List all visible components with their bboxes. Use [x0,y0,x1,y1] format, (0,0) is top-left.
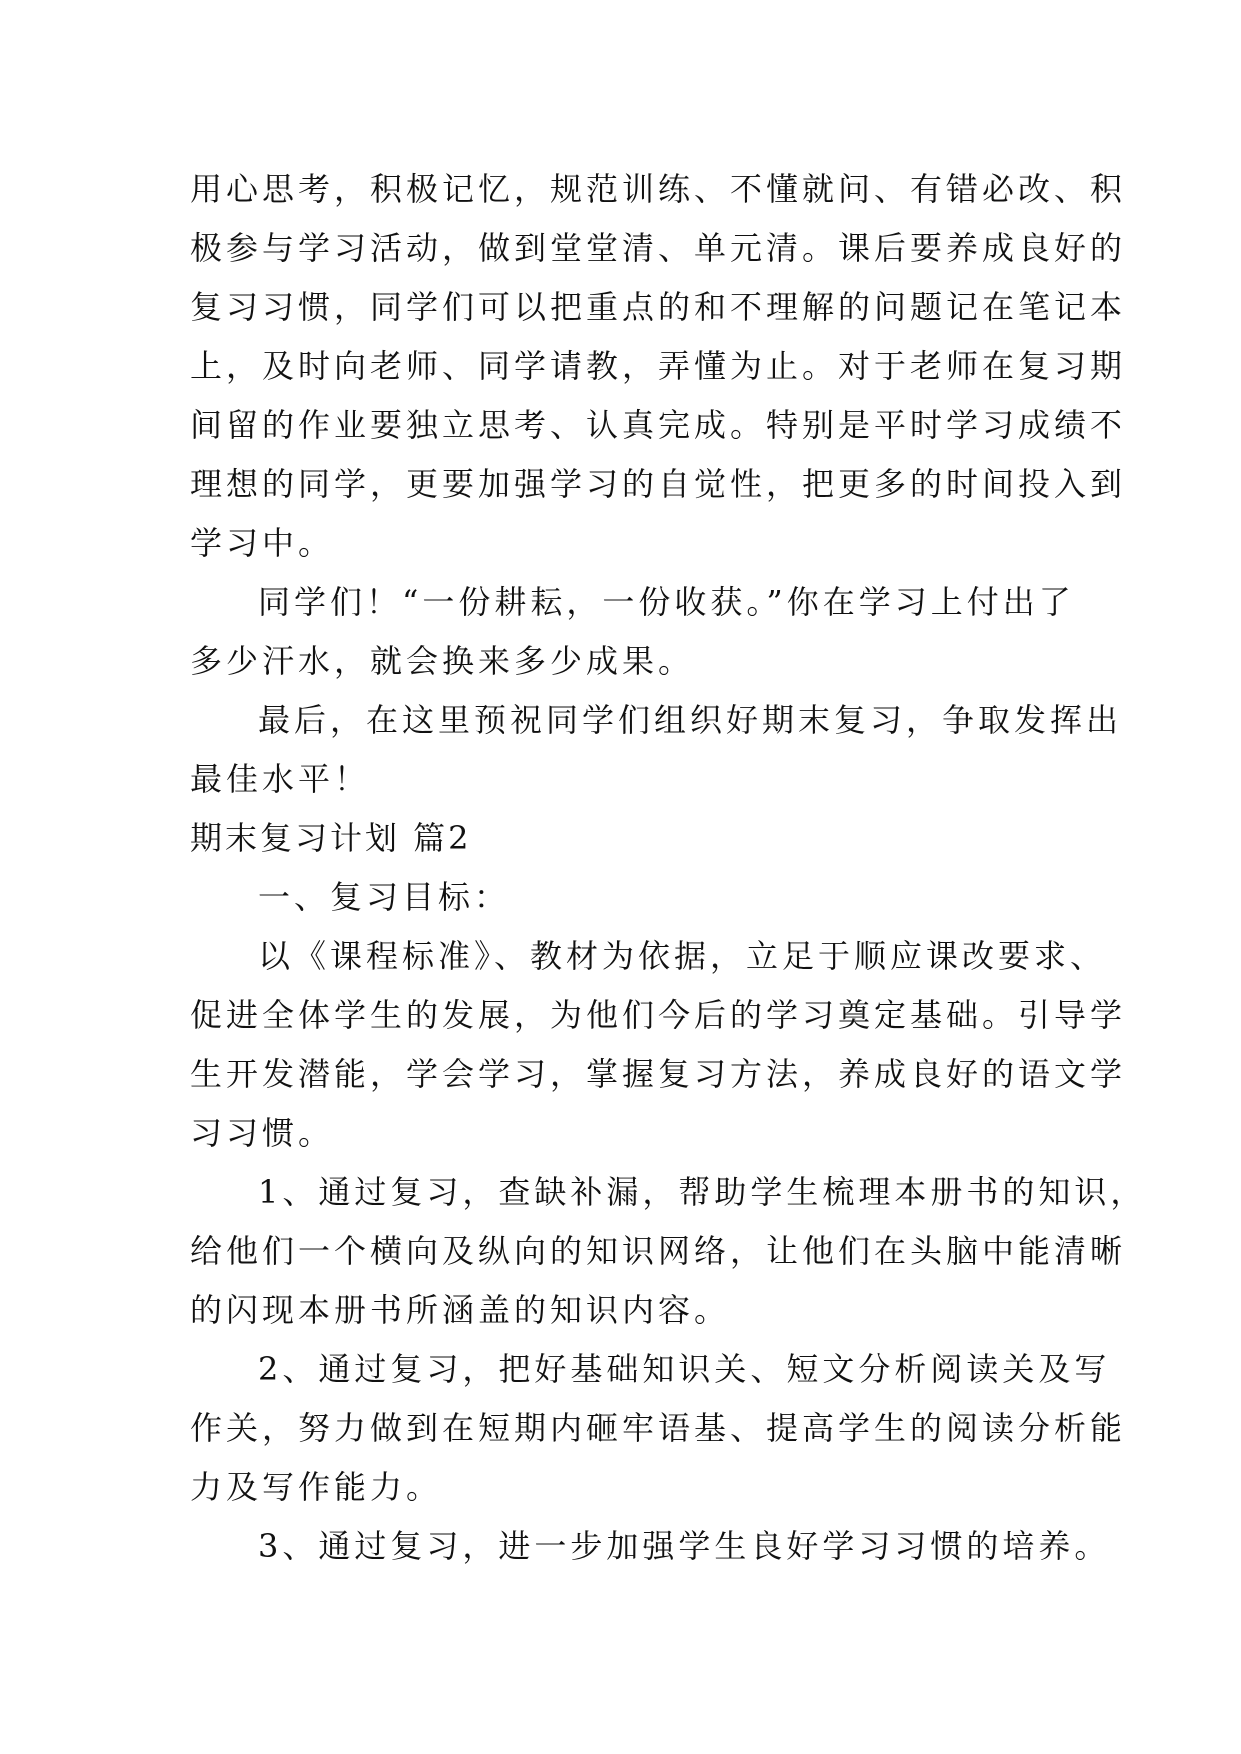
document-body [190,160,1147,1576]
text-line: 最佳水平！ [190,760,371,798]
text-line: 最后，在这里预祝同学们组织好期末复习，争取发挥出 [258,701,1123,739]
text-line: 1、通过复习，查缺补漏，帮助学生梳理本册书的知识， [258,1173,1147,1211]
text-line: 的闪现本册书所涵盖的知识内容。 [190,1291,731,1329]
list-item-1 [190,1163,1147,1340]
text-line: 习习惯。 [190,1114,335,1152]
text-line: 用心思考，积极记忆，规范训练、不懂就问、有错必改、积 [190,170,1127,208]
paragraph-closing [190,691,1123,809]
text-line: 理想的同学，更要加强学习的自觉性，把更多的时间投入到 [190,465,1127,503]
text-line: 上，及时向老师、同学请教，弄懂为止。对于老师在复习期 [190,347,1127,385]
text-line: 极参与学习活动，做到堂堂清、单元清。课后要养成良好的 [190,229,1127,267]
section-title: 期末复习计划 篇2 [190,819,472,857]
text-line: 学习中。 [190,524,335,562]
text-line: 多少汗水，就会换来多少成果。 [190,642,695,680]
text-line: 作关，努力做到在短期内砸牢语基、提高学生的阅读分析能 [190,1409,1127,1447]
paragraph-effort [190,573,1075,691]
text-line: 力及写作能力。 [190,1468,443,1506]
text-line: 促进全体学生的发展，为他们今后的学习奠定基础。引导学 [190,996,1127,1034]
objective-heading: 一、复习目标： [258,878,511,916]
text-line: 复习习惯，同学们可以把重点的和不理解的问题记在笔记本 [190,288,1127,326]
list-item-2 [190,1340,1127,1517]
text-line: 给他们一个横向及纵向的知识网络，让他们在头脑中能清晰 [190,1232,1127,1270]
text-line: 以《课程标准》、教材为依据，立足于顺应课改要求、 [258,937,1107,975]
paragraph-study-habits [190,160,1127,573]
text-line: 同学们！“一份耕耘，一份收获。”你在学习上付出了 [258,583,1075,621]
list-item-3 [190,1517,1111,1576]
text-line: 间留的作业要独立思考、认真完成。特别是平时学习成绩不 [190,406,1127,444]
text-line: 生开发潜能，学会学习，掌握复习方法，养成良好的语文学 [190,1055,1127,1093]
paragraph-objective [190,927,1127,1163]
text-line: 2、通过复习，把好基础知识关、短文分析阅读关及写 [258,1350,1111,1388]
text-line: 3、通过复习，进一步加强学生良好学习习惯的培养。 [258,1527,1111,1565]
